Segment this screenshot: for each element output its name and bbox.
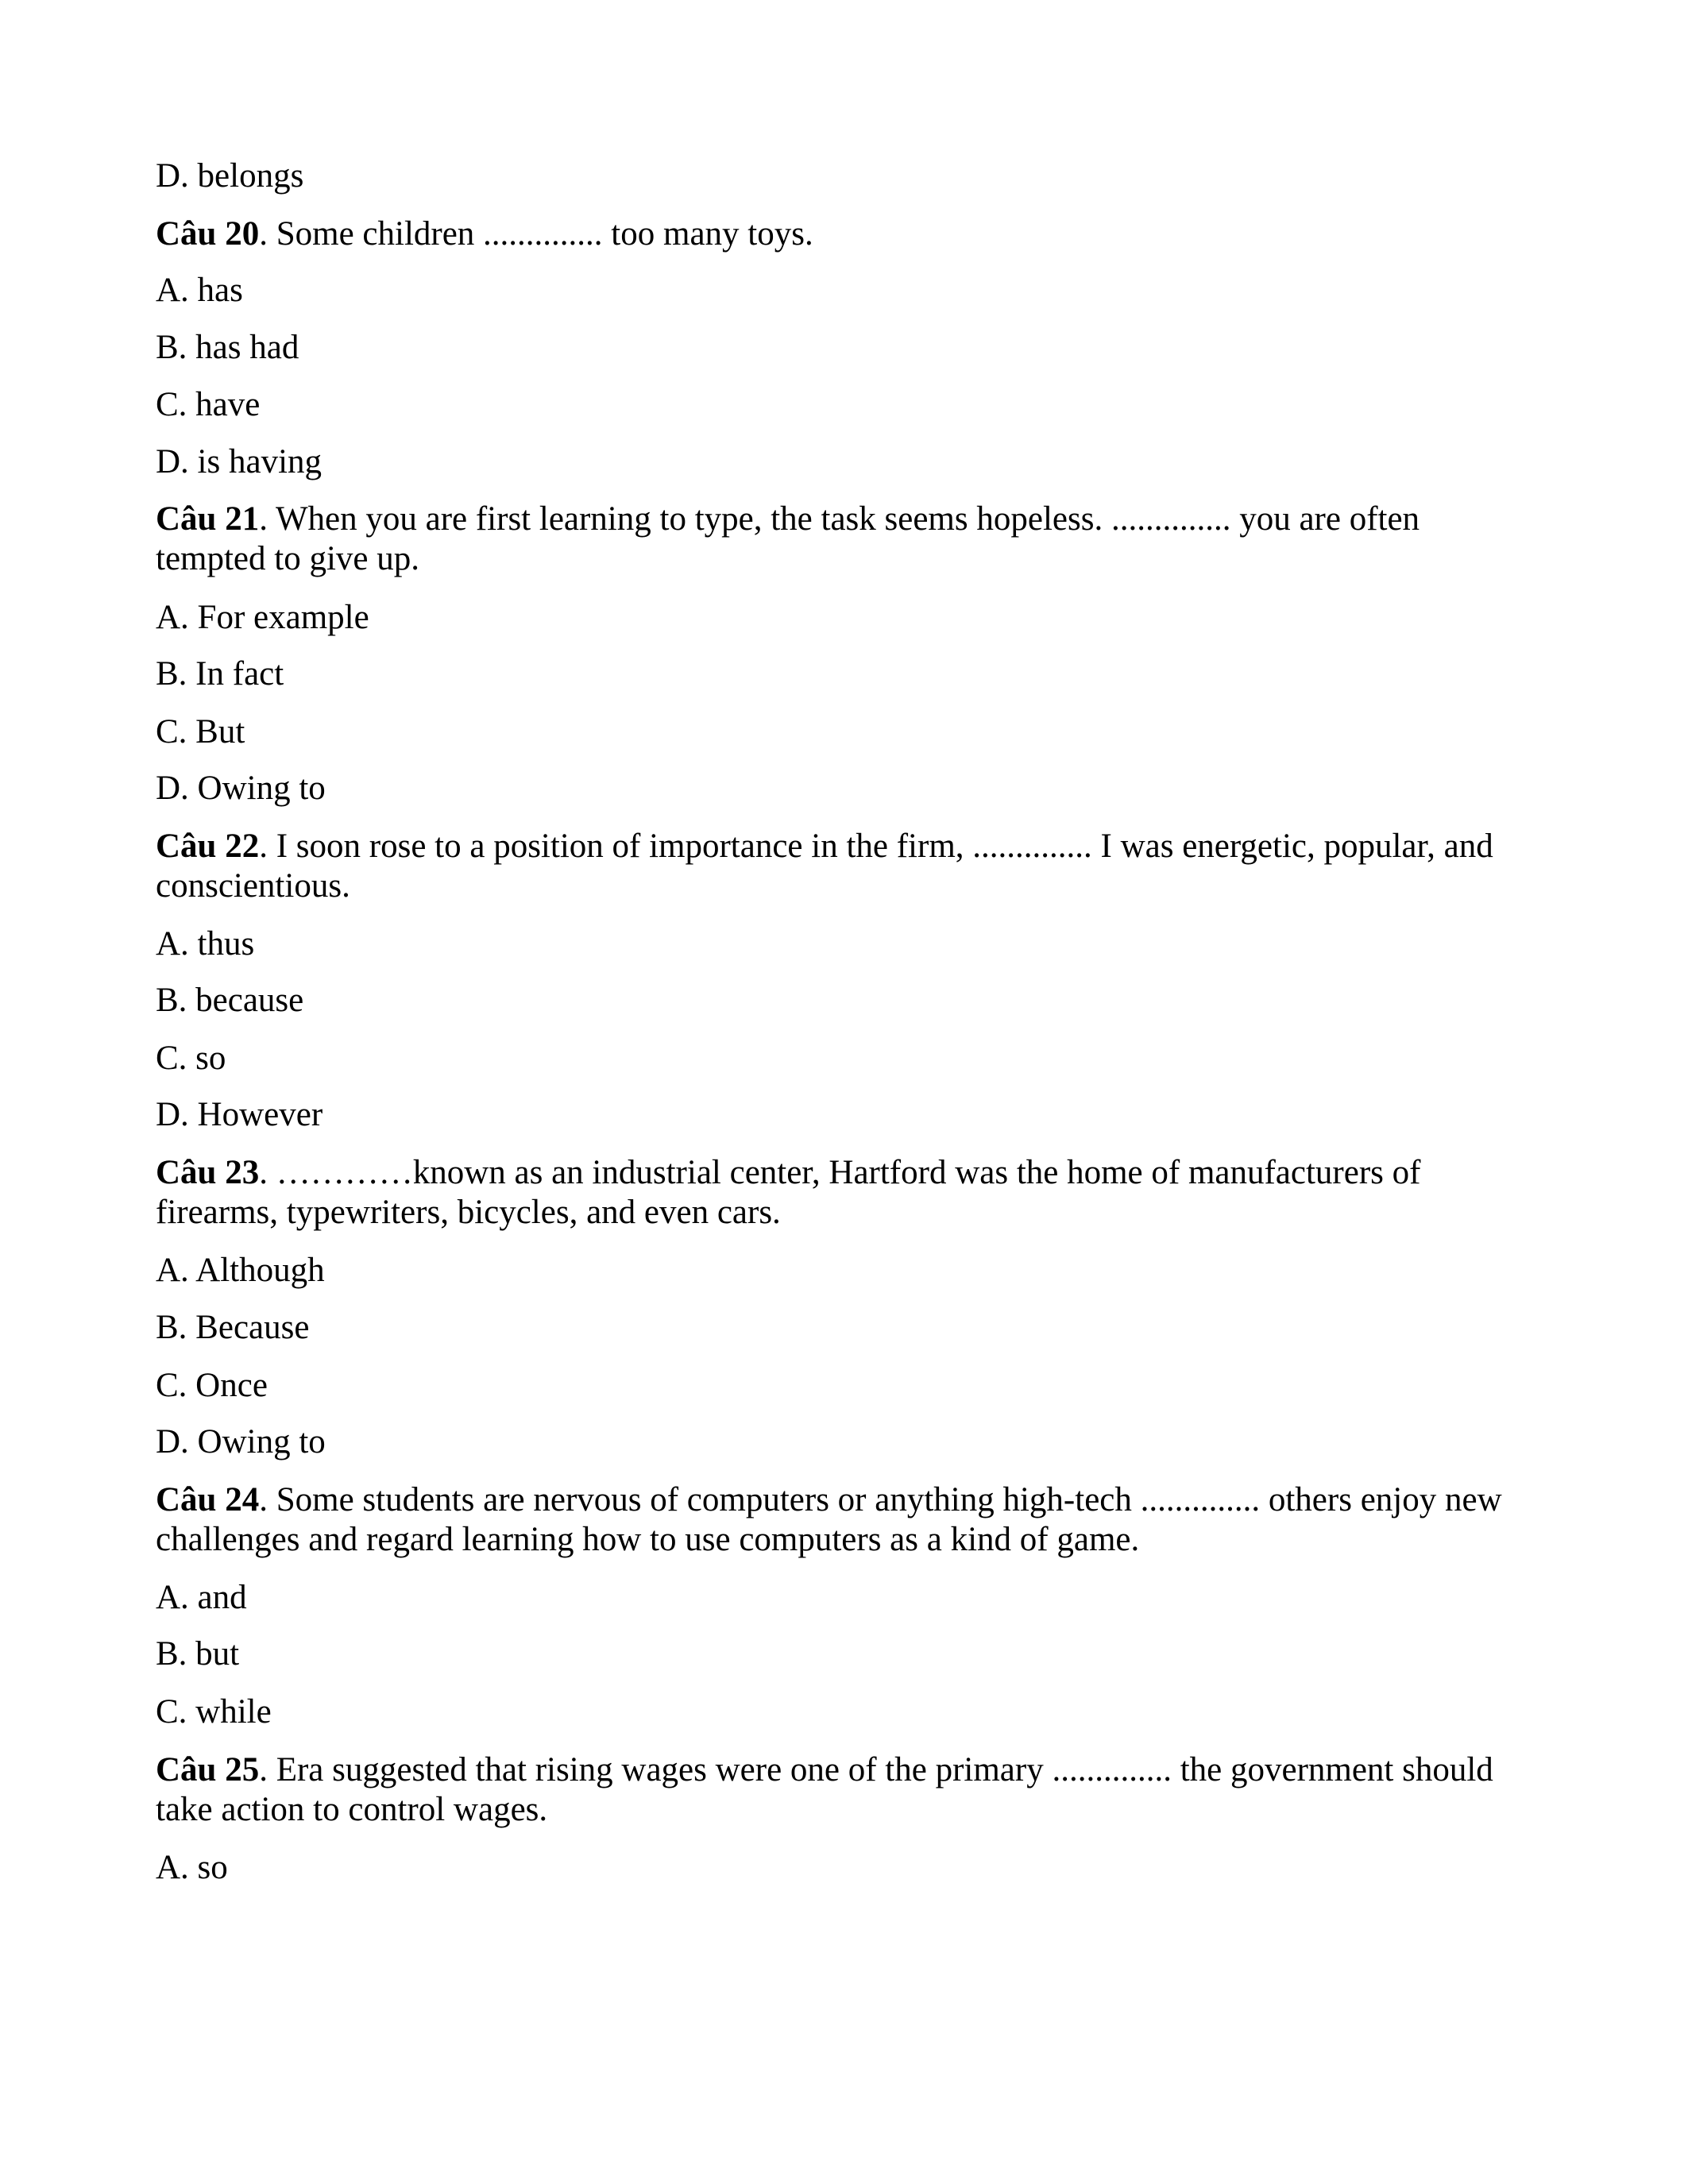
option-21-a: A. For example bbox=[156, 599, 369, 636]
option-25-a: A. so bbox=[156, 1849, 228, 1886]
question-24 bbox=[156, 1480, 1538, 1560]
option-19-d: D. belongs bbox=[156, 157, 304, 195]
question-text: . Some students are nervous of computers or anything high-tech .............. others enjoy new challenges and regard learning how to use computers as a kind of game. bbox=[156, 1481, 1502, 1558]
question-25 bbox=[156, 1750, 1538, 1830]
question-text: . I soon rose to a position of importance in the firm, .............. I was energetic, popular, and conscientious. bbox=[156, 828, 1493, 905]
question-20 bbox=[156, 214, 1538, 254]
option-21-b: B. In fact bbox=[156, 655, 284, 693]
question-label: Câu 25 bbox=[156, 1751, 260, 1788]
option-24-c: C. while bbox=[156, 1693, 272, 1731]
question-text: . Some children .............. too many toys. bbox=[259, 215, 813, 253]
question-label: Câu 21 bbox=[156, 500, 260, 538]
option-21-d: D. Owing to bbox=[156, 770, 326, 807]
option-21-c: C. But bbox=[156, 713, 245, 751]
question-23 bbox=[156, 1153, 1538, 1233]
option-24-b: B. but bbox=[156, 1635, 240, 1673]
question-text: . Era suggested that rising wages were one of the primary .............. the government should take action to control wages. bbox=[156, 1751, 1493, 1828]
option-20-d: D. is having bbox=[156, 443, 323, 480]
option-22-c: C. so bbox=[156, 1040, 226, 1077]
option-23-c: C. Once bbox=[156, 1367, 268, 1404]
option-20-c: C. have bbox=[156, 386, 261, 423]
question-text: . When you are first learning to type, the task seems hopeless. .............. you are often tempted to give up. bbox=[156, 500, 1420, 577]
option-23-b: B. Because bbox=[156, 1309, 310, 1346]
question-label: Câu 20 bbox=[156, 215, 260, 253]
option-20-a: A. has bbox=[156, 272, 243, 309]
question-label: Câu 23 bbox=[156, 1154, 260, 1191]
question-21 bbox=[156, 500, 1538, 579]
option-23-a: A. Although bbox=[156, 1252, 325, 1289]
option-24-a: A. and bbox=[156, 1579, 247, 1616]
option-22-d: D. However bbox=[156, 1096, 323, 1133]
option-20-b: B. has had bbox=[156, 329, 299, 366]
option-22-a: A. thus bbox=[156, 925, 255, 963]
question-22 bbox=[156, 827, 1538, 906]
question-label: Câu 24 bbox=[156, 1481, 260, 1518]
question-label: Câu 22 bbox=[156, 828, 260, 865]
question-text: . …………known as an industrial center, Hartford was the home of manufacturers of firearms, typewriters, bicycles, and even cars. bbox=[156, 1154, 1421, 1231]
option-23-d: D. Owing to bbox=[156, 1423, 326, 1461]
option-22-b: B. because bbox=[156, 982, 304, 1019]
